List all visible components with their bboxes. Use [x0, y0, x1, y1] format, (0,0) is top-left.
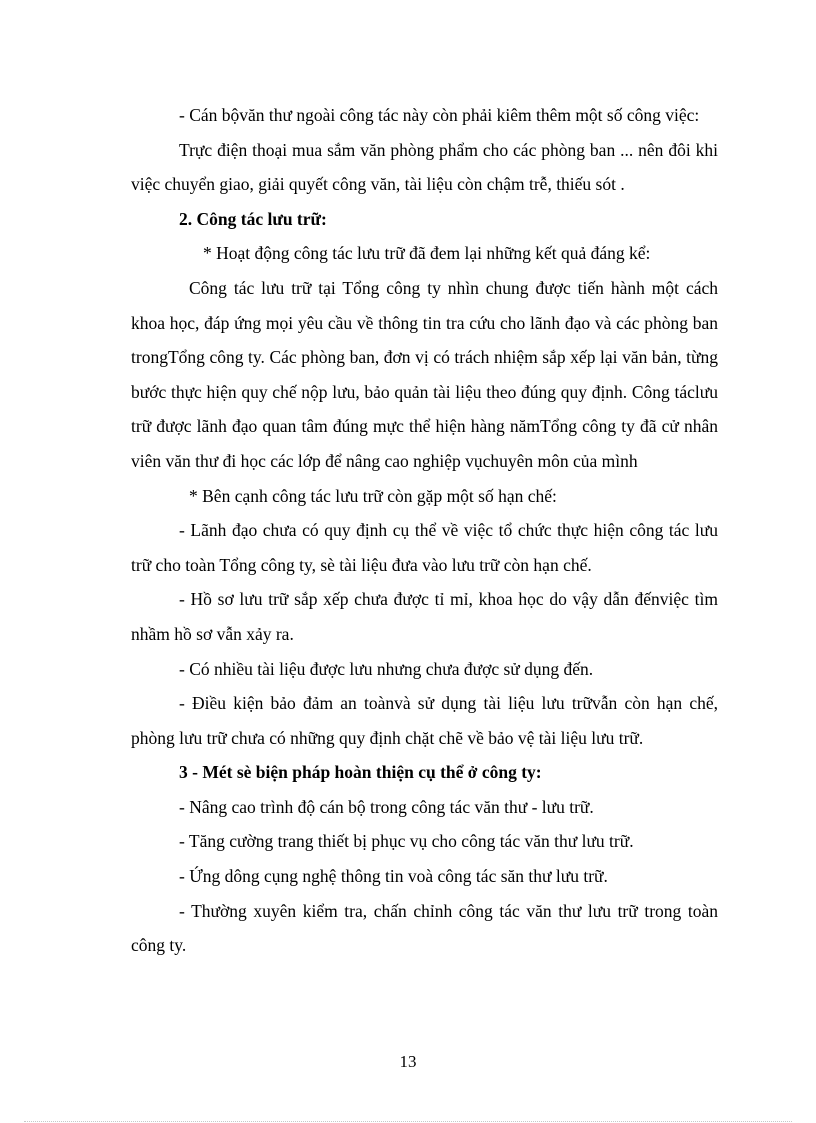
paragraph-clerk-duties: - Cán bộvăn thư ngoài công tác này còn phải kiêm thêm một số công việc:	[179, 105, 700, 125]
list-item-measure-2: - Tăng cường trang thiết bị phục vụ cho công tác văn thư lưu trữ.	[179, 831, 634, 852]
list-item-measure-4: - Thường xuyên kiểm tra, chấn chỉnh công tác văn thư lưu trữ trong toàn công ty.	[131, 900, 718, 956]
section-heading-archiving: 2. Công tác lưu trữ:	[179, 208, 327, 229]
list-item-limitation-3: - Có nhiều tài liệu được lưu nhưng chưa được sử dụng đến.	[179, 658, 594, 679]
footer-divider	[24, 1121, 792, 1122]
subheading-achievements: * Hoạt động công tác lưu trữ đã đem lại những kết quả đáng kể:	[203, 243, 651, 264]
page-content	[131, 98, 718, 963]
paragraph-archiving-overview: Công tác lưu trữ tại Tổng công ty nhìn chung được tiến hành một cách khoa học, đáp ứng mọi yêu cầu về thông tin tra cứu cho lãnh đạo và các phòng ban trongTổng công ty. Các phòng ban, đơn vị có trách nhiệm sắp xếp lại văn bản, từng bước thực hiện quy chế nộp lưu, bảo quản tài liệu theo đúng quy định. Công táclưu trữ được lãnh đạo quan tâm đúng mực thể hiện hàng nămTổng công ty đã cử nhân viên văn thư đi học các lớp để nâng cao nghiệp vụchuyên môn của mình	[131, 277, 718, 471]
paragraph-phone-duty: Trực điện thoại mua sắm văn phòng phẩm cho các phòng ban ... nên đôi khi việc chuyển giao, giải quyết công văn, tài liệu còn chậm trễ, thiếu sót .	[131, 139, 718, 195]
page-number: 13	[399, 1052, 417, 1071]
list-item-measure-1: - Nâng cao trình độ cán bộ trong công tác văn thư - lưu trữ.	[179, 796, 594, 817]
list-item-limitation-2: - Hồ sơ lưu trữ sắp xếp chưa được tỉ mỉ, khoa học do vậy dẫn đếnviệc tìm nhầm hồ sơ vẫn xảy ra.	[131, 589, 718, 644]
list-item-measure-3: - Ứng dông cụng nghệ thông tin voà công tác săn thư lưu trữ.	[179, 866, 608, 887]
list-item-limitation-1: - Lãnh đạo chưa có quy định cụ thể về việc tổ chức thực hiện công tác lưu trữ cho toàn Tổng công ty, sè tài liệu đưa vào lưu trữ còn hạn chế.	[131, 520, 718, 575]
list-item-limitation-4: - Điều kiện bảo đảm an toànvà sử dụng tài liệu lưu trữvẫn còn hạn chế, phòng lưu trữ chưa có những quy định chặt chẽ về bảo vệ tài liệu lưu trữ.	[131, 693, 718, 748]
section-heading-measures: 3 - Mét sè biện pháp hoàn thiện cụ thể ở công ty:	[179, 762, 542, 783]
subheading-limitations: * Bên cạnh công tác lưu trữ còn gặp một số hạn chế:	[189, 485, 557, 506]
